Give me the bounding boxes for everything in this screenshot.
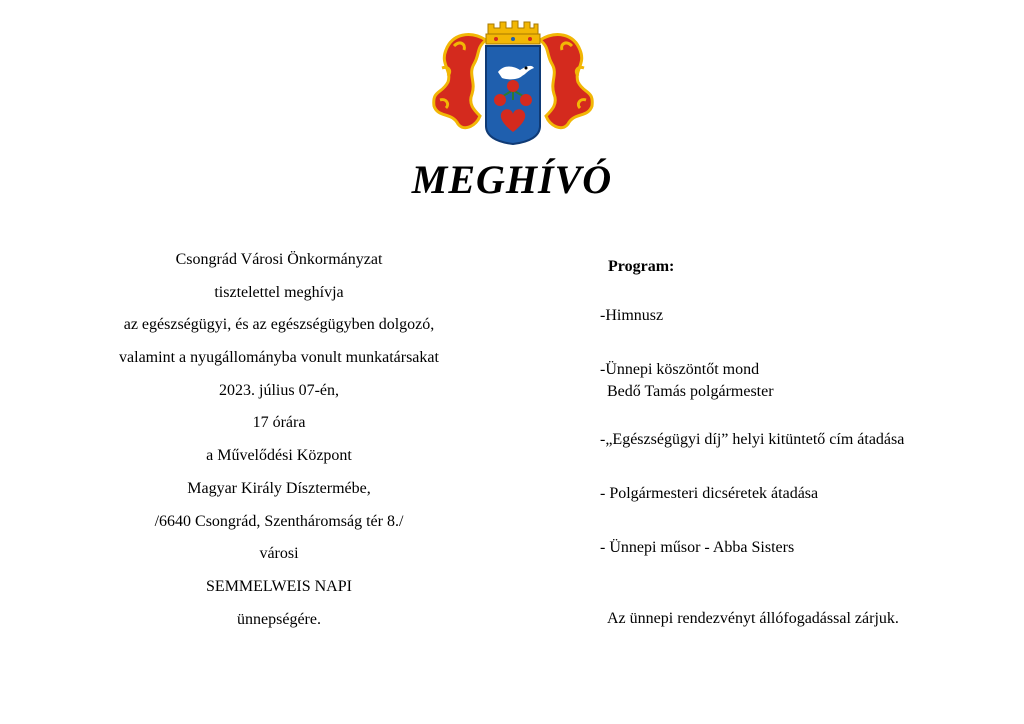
page-title: MEGHÍVÓ [411,157,613,202]
invitation-line: városi [259,545,299,563]
program-item: Bedő Tamás polgármester [607,383,774,400]
left-mantling-icon [434,35,486,128]
invitation-line: ünnepségére. [237,610,321,628]
invitation-line: Magyar Király Dísztermébe, [187,479,371,497]
program-item: -Himnusz [600,307,664,324]
invitation-line: az egészségügyi, és az egészségügyben dolgozó, [123,316,435,334]
program-closing: Az ünnepi rendezvényt állófogadással zárjuk. [607,610,899,627]
invitation-line: Csongrád Városi Önkormányzat [175,251,383,268]
coat-of-arms-emblem [430,20,596,146]
right-mantling-icon [540,35,592,128]
program-item: - Ünnepi műsor - Abba Sisters [600,539,795,556]
invitation-line: 2023. július 07-én, [219,381,339,399]
program-item: - Polgármesteri dicséretek átadása [600,485,819,502]
invitation-line: /6640 Csongrád, Szentháromság tér 8./ [154,512,404,530]
invitation-text [38,246,520,638]
crown-icon [486,21,540,44]
invitation-line: SEMMELWEIS NAPI [206,577,352,595]
program-heading: Program: [608,258,675,275]
invitation-line: a Művelődési Központ [206,447,352,465]
invitation-line: 17 órára [252,414,306,432]
invitation-line: valamint a nyugállományba vonult munkatársakat [119,349,439,367]
shield-icon [486,46,540,144]
program-item: -„Egészségügyi díj” helyi kitüntető cím átadása [600,431,905,448]
invitation-line: tisztelettel meghívja [214,283,344,301]
program-item: -Ünnepi köszöntőt mond [600,361,760,378]
